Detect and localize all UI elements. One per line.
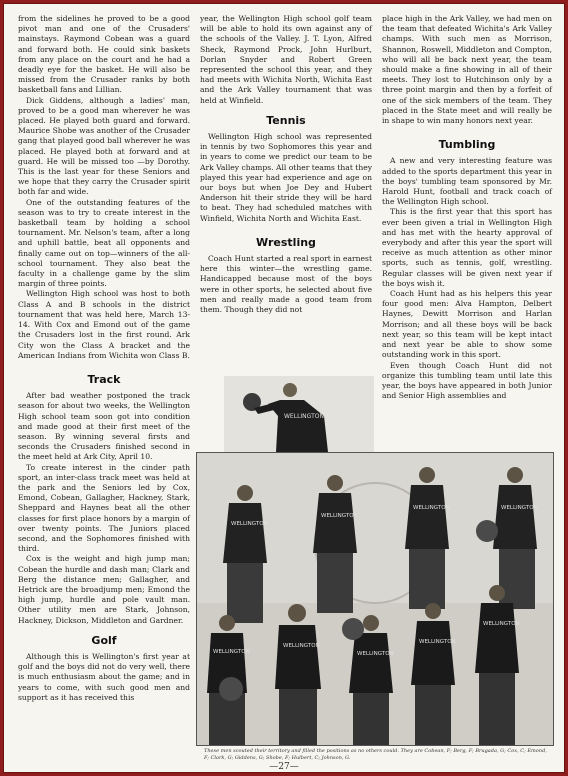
tumbling-heading: Tumbling	[438, 138, 496, 152]
jersey-text: WELLINGTON	[213, 649, 250, 655]
paragraph: Coach Hunt had as his helpers this year four good men: Alva Hampton, Delbert Haynes, Dewitt Morrison and Harlan Morrison; and all these boys will be back next year, so this team will be kept intact and next year be able to show some outstanding work in this sport.	[382, 289, 552, 360]
tennis-heading: Tennis	[266, 113, 306, 127]
team-photo	[196, 452, 554, 746]
player-photo	[224, 376, 374, 456]
jersey-text: WELLINGTON	[231, 521, 268, 527]
page-number: —27—	[269, 762, 299, 772]
jersey-text: WELLINGTON	[321, 513, 358, 519]
paragraph: Although this is Wellington's first year at golf and the boys did not do very well, there is much enthusiasm about the game; and in years to come, with such good men and support as it has received this	[18, 651, 190, 702]
photo-caption: These men scouted their territory and filled the positions as no others could. They are Cobean, F; Berg, F; Brugada, G; Cox, C; Emond, F; Clark, G; Giddens, G; Shobe, F; Hulbert, C; Johnson, G.	[204, 748, 547, 761]
jersey-text: WELLINGTON	[413, 505, 450, 511]
paragraph: place high in the Ark Valley, we had men on the team that defeated Wichita's Ark Valley champs. With such men as Morrison, Shannon, Roswell, Middleton and Compton, who will all be back next year, the team should make a fine showing in all of their meets. They lost to Hutchinson only by a three point margin and then by a forfeit of one of the sick members of the team. They placed in the State meet and will really be in shape to win many honors next year.	[382, 14, 552, 126]
jersey-text: WELLINGTON	[283, 643, 320, 649]
column-right	[382, 14, 552, 401]
jersey-text: WELLINGTON	[483, 621, 520, 627]
paragraph: Dick Giddens, although a ladies' man, proved to be a good man wherever he was placed. He played both guard and forward. Maurice Shobe was another of the Crusader gang that played good ball wherever he was placed. He played both at forward and at guard. He will be missed too —by Dorothy. This is the last year for these Seniors and we hope that they carry the Crusader spirit both far and wide.	[18, 95, 190, 197]
paragraph: from the sidelines he proved to be a good pivot man and one of the Crusaders' mainstays. Raymond Cobean was a guard and forward both. He could sink baskets from any place on the court and he had a deadly eye for the basket. He will also be missed from the Crusader ranks by both basketball fans and Lillian.	[18, 14, 190, 95]
track-heading: Track	[87, 372, 121, 386]
paragraph: Even though Coach Hunt did not organize this tumbling team until late this year, the boys have appeared in both Junior and Senior High assemblies and	[382, 360, 552, 401]
yearbook-page	[3, 3, 565, 773]
basketball-icon	[342, 618, 364, 640]
paragraph: After bad weather postponed the track season for about two weeks, the Wellington High school team soon got into condition and made good at their first meet of the season. By winning several firsts and seconds the Crusaders finished second in the meet held at Ark City, April 10.	[18, 391, 190, 462]
paragraph: Cox is the weight and high jump man; Cobean the hurdle and dash man; Clark and Berg the distance men; Gallagher, and Hetrick are the broadjump men; Emond the high jump, hurdle and pole vault man. Other utility men are Stark, Johnson, Hackney, Dickson, Middleton and Gardner.	[18, 554, 190, 625]
team-illustration	[197, 453, 553, 745]
page-number-value: 27	[278, 762, 290, 772]
column-middle	[200, 14, 372, 315]
paragraph: Wellington High school was represented in tennis by two Sophomores this year and in years to come we predict our team to be Ark Valley champs. All other teams that they played this year had experience and age on our boys but when Joe Dey and Hubert Anderson hit their stride they will be hard to beat. They had scheduled matches with Winfield, Wichita North and Wichita East.	[200, 132, 373, 223]
paragraph: Wellington High school was host to both Class A and B schools in the district tournament that was held here, March 13-14. With Cox and Emond out of the game the Crusaders lost in the first round. Ark City won the Class A bracket and the American Indians from Wichita won Class B.	[18, 289, 190, 360]
golf-heading: Golf	[91, 633, 117, 647]
paragraph: A new and very interesting feature was added to the sports department this year in the boys' tumbling team sponsored by Mr. Harold Hunt, football and track coach of the Wellington High school.	[382, 156, 552, 207]
player-illustration	[224, 376, 374, 456]
jersey-text: WELLINGTON	[357, 651, 394, 657]
basketball-icon	[476, 520, 498, 542]
basketball-icon	[219, 677, 243, 701]
paragraph: year, the Wellington High school golf team will be able to hold its own against any of the schools of the Valley. J. T. Lyon, Alfred Sheck, Raymond Prock, John Hurlburt, Dorlan Snyder and Robert Green represented the school this year, and they had meets with Wichita North, Wichita East and the Ark Valley tournament that was held at Winfield.	[200, 14, 372, 105]
paragraph: This is the first year that this sport has ever been given a trial in Wellington High and has met with the hearty approval of everybody and after this year the sport will receive as much attention as other minor sports, such as tennis, golf, wrestling. Regular classes will be given next year if the boys wish it.	[382, 207, 552, 288]
jersey-text: WELLINGTON	[419, 639, 456, 645]
jersey-text: WELLINGTON	[284, 413, 324, 420]
jersey-text: WELLINGTON	[501, 505, 538, 511]
wrestling-heading: Wrestling	[256, 235, 316, 249]
paragraph: One of the outstanding features of the season was to try to create interest in the basketball team by holding a school tournament. Mr. Nelson's team, after a long and uphill battle, beat all opponents and finally came out on top—winners of the all-school tournament. They also beat the faculty in a challenge game by the slim margin of three points.	[18, 197, 190, 289]
paragraph: To create interest in the cinder path sport, an inter-class track meet was held at the park and the Seniors led by Cox, Emond, Cobean, Gallagher, Hackney, Stark, Sheppard and Haynes beat all the other classes for first place honors by a margin of over twenty points. The Juniors placed second, and the Sophomores finished with third.	[18, 462, 190, 554]
paragraph: Coach Hunt started a real sport in earnest here this winter—the wrestling game. Handicapped because most of the boys were in other sports, he selected about five men and really made a good team from them. Though they did not	[200, 254, 372, 315]
column-left	[18, 14, 190, 703]
